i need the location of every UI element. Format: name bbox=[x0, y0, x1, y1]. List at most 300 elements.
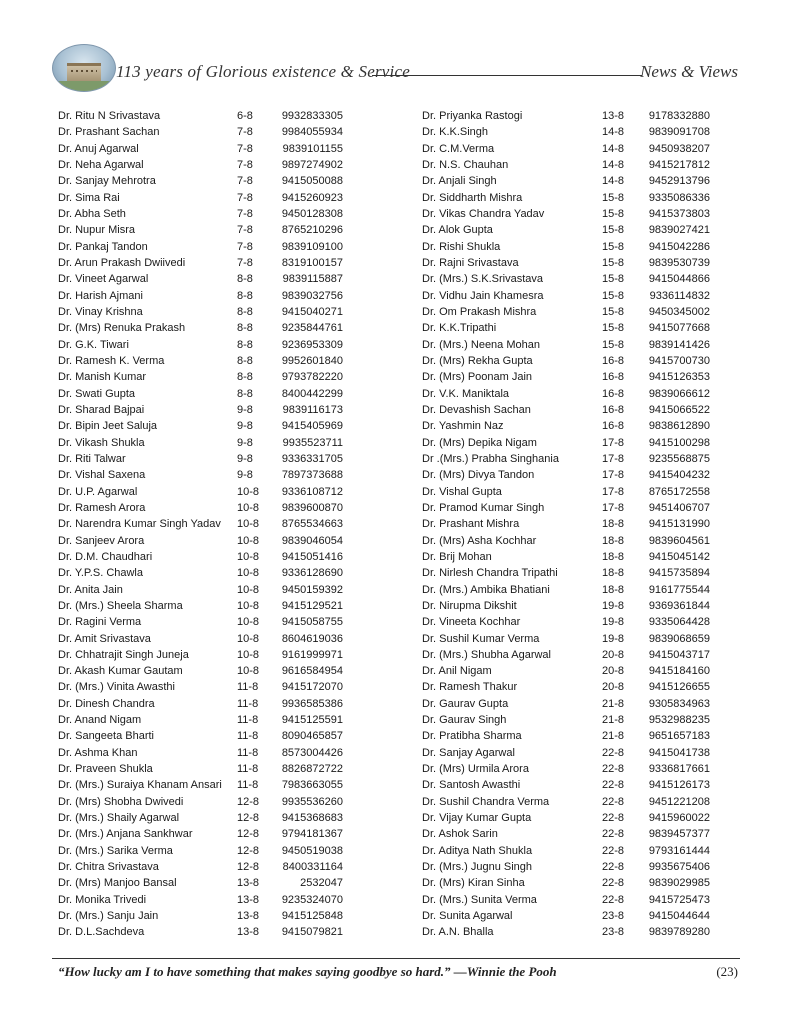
member-name: Dr. Santosh Awasthi bbox=[422, 779, 521, 792]
member-name: Dr. (Mrs.) Neena Mohan bbox=[422, 338, 540, 351]
member-name: Dr. Vinay Krishna bbox=[58, 305, 143, 318]
birth-date: 13-8 bbox=[237, 877, 260, 890]
phone-number: 9839141426 bbox=[648, 338, 710, 351]
section-title: News & Views bbox=[640, 62, 738, 81]
phone-number: 9415125591 bbox=[281, 714, 343, 727]
birth-date: 20-8 bbox=[602, 648, 625, 661]
phone-number: 9415044644 bbox=[648, 910, 710, 923]
phone-number: 9235324070 bbox=[281, 893, 343, 906]
phone-number: 8319100157 bbox=[281, 256, 343, 269]
birth-date: 22-8 bbox=[602, 746, 625, 759]
birth-date: 18-8 bbox=[602, 583, 625, 596]
birth-date: 15-8 bbox=[602, 338, 625, 351]
phone-number: 9415050088 bbox=[281, 175, 343, 188]
phone-number: 8400331164 bbox=[282, 861, 343, 874]
birth-date: 8-8 bbox=[237, 273, 253, 286]
member-name: Dr. (Mrs) Rekha Gupta bbox=[422, 354, 533, 367]
phone-number: 9415041738 bbox=[648, 746, 710, 759]
member-name: Dr. Chhatrajit Singh Juneja bbox=[58, 648, 189, 661]
birth-date: 7-8 bbox=[237, 126, 253, 139]
member-name: Dr. Manish Kumar bbox=[58, 371, 147, 384]
birth-date: 10-8 bbox=[237, 534, 260, 547]
member-name: Dr. (Mrs) Asha Kochhar bbox=[422, 534, 537, 547]
member-name: Dr. Vikas Chandra Yadav bbox=[422, 207, 545, 220]
phone-number: 9335064428 bbox=[648, 616, 710, 629]
phone-number: 9161775544 bbox=[648, 583, 710, 596]
birth-date: 22-8 bbox=[602, 877, 625, 890]
member-name: Dr. D.M. Chaudhari bbox=[58, 550, 153, 563]
member-name: Dr. Yashmin Naz bbox=[422, 420, 504, 433]
member-name: Dr. Anita Jain bbox=[58, 583, 123, 596]
phone-number: 8400442299 bbox=[281, 387, 343, 400]
member-name: Dr. K.K.Tripathi bbox=[422, 322, 497, 335]
member-name: Dr. Sanjeev Arora bbox=[58, 534, 145, 547]
phone-number: 9839046054 bbox=[281, 534, 343, 547]
phone-number: 9415126173 bbox=[648, 779, 710, 792]
member-name: Dr. (Mrs) Poonam Jain bbox=[422, 371, 533, 384]
phone-number: 9335086336 bbox=[648, 191, 710, 204]
phone-number: 9178332880 bbox=[648, 110, 710, 122]
member-name: Dr. Sanjay Mehrotra bbox=[58, 175, 156, 188]
phone-number: 9450345002 bbox=[648, 305, 710, 318]
birth-date: 8-8 bbox=[237, 338, 253, 351]
member-name: Dr. A.N. Bhalla bbox=[422, 926, 494, 939]
birth-date: 23-8 bbox=[602, 926, 625, 939]
member-name: Dr. Harish Ajmani bbox=[58, 289, 143, 302]
birth-date: 17-8 bbox=[602, 485, 625, 498]
member-name: Dr. (Mrs) Renuka Prakash bbox=[58, 322, 186, 335]
phone-number: 9336114832 bbox=[649, 289, 710, 302]
member-name: Dr. Pramod Kumar Singh bbox=[422, 501, 545, 514]
birth-date: 10-8 bbox=[237, 648, 260, 661]
member-name: Dr. (Mrs.) S.K.Srivastava bbox=[422, 273, 544, 286]
phone-number: 9839116173 bbox=[282, 403, 343, 416]
member-name: Dr. Sharad Bajpai bbox=[58, 403, 145, 416]
phone-number: 9415700730 bbox=[648, 354, 710, 367]
phone-number: 9794181367 bbox=[281, 828, 343, 841]
phone-number: 8604619036 bbox=[281, 632, 343, 645]
member-name: Dr. Aditya Nath Shukla bbox=[422, 844, 533, 857]
member-name: Dr. Arun Prakash Dwiivedi bbox=[58, 256, 186, 269]
phone-number: 9415040271 bbox=[281, 305, 343, 318]
member-name: Dr. Nirupma Dikshit bbox=[422, 599, 517, 612]
phone-number: 8826872722 bbox=[281, 763, 343, 776]
phone-number: 9415735894 bbox=[648, 567, 710, 580]
phone-number: 9839457377 bbox=[648, 828, 710, 841]
page-number: (23) bbox=[716, 964, 738, 979]
member-name: Dr. (Mrs) Manjoo Bansal bbox=[58, 877, 177, 890]
birth-date: 7-8 bbox=[237, 142, 253, 155]
birth-date: 8-8 bbox=[237, 289, 253, 302]
phone-number: 9839029985 bbox=[648, 877, 710, 890]
member-name: Dr. Praveen Shukla bbox=[58, 763, 153, 776]
member-name: Dr. Nirlesh Chandra Tripathi bbox=[422, 567, 558, 580]
phone-number: 9415043717 bbox=[648, 648, 710, 661]
member-name: Dr. Vineeta Kochhar bbox=[422, 616, 521, 629]
birth-date: 6-8 bbox=[237, 110, 253, 122]
birth-date: 11-8 bbox=[237, 730, 259, 743]
birth-date: 10-8 bbox=[237, 616, 260, 629]
member-name: Dr. Ragini Verma bbox=[58, 616, 142, 629]
phone-number: 9651657183 bbox=[648, 730, 710, 743]
birth-date: 16-8 bbox=[602, 387, 625, 400]
birth-date: 13-8 bbox=[237, 893, 260, 906]
building-emblem-icon bbox=[52, 44, 116, 92]
phone-number: 9616584954 bbox=[281, 665, 343, 678]
member-name: Dr. (Mrs.) Anjana Sankhwar bbox=[58, 828, 193, 841]
phone-number: 9935675406 bbox=[648, 861, 710, 874]
member-name: Dr. Vijay Kumar Gupta bbox=[422, 812, 532, 825]
member-name: Dr. Sushil Chandra Verma bbox=[422, 795, 550, 808]
birth-date: 12-8 bbox=[237, 844, 260, 857]
birth-date: 10-8 bbox=[237, 599, 260, 612]
member-name: Dr. Devashish Sachan bbox=[422, 403, 531, 416]
phone-number: 9415260923 bbox=[281, 191, 343, 204]
birth-date: 16-8 bbox=[602, 354, 625, 367]
member-name: Dr. (Mrs.) Shubha Agarwal bbox=[422, 648, 551, 661]
member-name: Dr. G.K. Tiwari bbox=[58, 338, 129, 351]
phone-number: 9415405969 bbox=[281, 420, 343, 433]
birth-date: 7-8 bbox=[237, 256, 253, 269]
member-name: Dr. Sangeeta Bharti bbox=[58, 730, 155, 743]
birth-date: 20-8 bbox=[602, 681, 625, 694]
member-name: Dr. Anjali Singh bbox=[422, 175, 497, 188]
birth-date: 22-8 bbox=[602, 812, 625, 825]
member-name: Dr. Ashok Sarin bbox=[422, 828, 498, 841]
phone-number: 9450938207 bbox=[648, 142, 710, 155]
birth-date: 11-8 bbox=[237, 763, 259, 776]
member-name: Dr. Chitra Srivastava bbox=[58, 861, 159, 874]
phone-number: 9415404232 bbox=[648, 469, 710, 482]
phone-number: 9415129521 bbox=[281, 599, 343, 612]
phone-number: 9415066522 bbox=[648, 403, 710, 416]
member-name: Dr. (Mrs.) Vinita Awasthi bbox=[58, 681, 175, 694]
birth-date: 11-8 bbox=[237, 746, 259, 759]
birth-date: 21-8 bbox=[602, 714, 625, 727]
phone-number: 9336128690 bbox=[281, 567, 343, 580]
member-name: Dr. Y.P.S. Chawla bbox=[58, 567, 143, 580]
member-name: Dr. Siddharth Mishra bbox=[422, 191, 523, 204]
birth-date: 13-8 bbox=[237, 910, 260, 923]
birth-date: 18-8 bbox=[602, 567, 625, 580]
birth-date: 22-8 bbox=[602, 795, 625, 808]
phone-number: 9336817661 bbox=[648, 763, 710, 776]
phone-number: 9839101155 bbox=[282, 142, 343, 155]
phone-number: 9935523711 bbox=[282, 436, 343, 449]
member-name: Dr. Ramesh Thakur bbox=[422, 681, 518, 694]
member-name: Dr. Priyanka Rastogi bbox=[422, 110, 523, 122]
phone-number: 9935536260 bbox=[281, 795, 343, 808]
birth-date: 21-8 bbox=[602, 730, 625, 743]
member-name: Dr. (Mrs.) Sheela Sharma bbox=[58, 599, 183, 612]
phone-number: 8765172558 bbox=[648, 485, 710, 498]
member-name: Dr. K.K.Singh bbox=[422, 126, 489, 139]
birth-date: 15-8 bbox=[602, 322, 625, 335]
phone-number: 9415125848 bbox=[281, 910, 343, 923]
member-name: Dr. Sima Rai bbox=[58, 191, 120, 204]
member-name: Dr. Monika Trivedi bbox=[58, 893, 147, 906]
member-name: Dr. Swati Gupta bbox=[58, 387, 136, 400]
birth-date: 7-8 bbox=[237, 158, 253, 171]
birth-date: 20-8 bbox=[602, 665, 625, 678]
member-name: Dr. Rishi Shukla bbox=[422, 240, 501, 253]
birth-date: 15-8 bbox=[602, 273, 625, 286]
member-name: Dr. (Mrs.) Shaily Agarwal bbox=[58, 812, 180, 825]
phone-number: 9415077668 bbox=[648, 322, 710, 335]
birth-date: 9-8 bbox=[237, 403, 253, 416]
phone-number: 9793782220 bbox=[281, 371, 343, 384]
member-name: Dr. Vineet Agarwal bbox=[58, 273, 149, 286]
phone-number: 9235568875 bbox=[648, 452, 710, 465]
birth-date: 8-8 bbox=[237, 354, 253, 367]
birth-date: 7-8 bbox=[237, 175, 253, 188]
member-name: Dr .(Mrs.) Prabha Singhania bbox=[422, 452, 559, 465]
member-name: Dr. N.S. Chauhan bbox=[422, 158, 509, 171]
birth-date: 15-8 bbox=[602, 240, 625, 253]
phone-number: 9415131990 bbox=[648, 518, 710, 531]
phone-number: 9415100298 bbox=[648, 436, 710, 449]
birth-date: 19-8 bbox=[602, 632, 625, 645]
member-name: Dr. (Mrs) Divya Tandon bbox=[422, 469, 535, 482]
birth-date: 7-8 bbox=[237, 240, 253, 253]
birth-date: 15-8 bbox=[602, 289, 625, 302]
birth-date: 10-8 bbox=[237, 567, 260, 580]
birth-date: 15-8 bbox=[602, 191, 625, 204]
birth-date: 7-8 bbox=[237, 224, 253, 237]
phone-number: 9415042286 bbox=[648, 240, 710, 253]
birth-date: 14-8 bbox=[602, 158, 625, 171]
phone-number: 8765210296 bbox=[281, 224, 343, 237]
footer-quote: “How lucky am I to have something that makes saying goodbye so hard.” —Winnie the Pooh bbox=[58, 964, 557, 979]
birth-date: 11-8 bbox=[237, 681, 259, 694]
phone-number: 9839789280 bbox=[648, 926, 710, 939]
member-name: Dr. Sunita Agarwal bbox=[422, 910, 513, 923]
birth-date: 14-8 bbox=[602, 142, 625, 155]
member-name: Dr. Brij Mohan bbox=[422, 550, 492, 563]
member-name: Dr. Anuj Agarwal bbox=[58, 142, 139, 155]
member-name: Dr. D.L.Sachdeva bbox=[58, 926, 145, 939]
member-name: Dr. Vikash Shukla bbox=[58, 436, 145, 449]
member-name: Dr. Ramesh Arora bbox=[58, 501, 146, 514]
birth-date: 10-8 bbox=[237, 518, 260, 531]
header-rule bbox=[372, 75, 642, 76]
member-name: Dr. (Mrs.) Sunita Verma bbox=[422, 893, 537, 906]
birth-date: 13-8 bbox=[602, 110, 625, 122]
birth-date: 13-8 bbox=[237, 926, 260, 939]
phone-number: 9415126353 bbox=[648, 371, 710, 384]
phone-number: 9839604561 bbox=[648, 534, 710, 547]
member-name: Dr. Prashant Mishra bbox=[422, 518, 520, 531]
member-name: Dr. Vishal Saxena bbox=[58, 469, 146, 482]
member-name: Dr. C.M.Verma bbox=[422, 142, 495, 155]
birth-date: 9-8 bbox=[237, 420, 253, 433]
birth-date: 15-8 bbox=[602, 305, 625, 318]
phone-number: 9305834963 bbox=[648, 697, 710, 710]
phone-number: 8765534663 bbox=[281, 518, 343, 531]
phone-number: 9839600870 bbox=[281, 501, 343, 514]
phone-number: 9839066612 bbox=[648, 387, 710, 400]
phone-number: 8090465857 bbox=[281, 730, 343, 743]
phone-number: 9415725473 bbox=[648, 893, 710, 906]
birth-date: 12-8 bbox=[237, 812, 260, 825]
phone-number: 9451221208 bbox=[648, 795, 710, 808]
member-name: Dr. Bipin Jeet Saluja bbox=[58, 420, 158, 433]
birth-date: 18-8 bbox=[602, 550, 625, 563]
phone-number: 9415044866 bbox=[648, 273, 710, 286]
member-name: Dr. (Mrs) Urmila Arora bbox=[422, 763, 529, 776]
birth-date: 18-8 bbox=[602, 534, 625, 547]
birth-date: 18-8 bbox=[602, 518, 625, 531]
birth-date: 9-8 bbox=[237, 469, 253, 482]
member-name: Dr. Sanjay Agarwal bbox=[422, 746, 515, 759]
phone-number: 7897373688 bbox=[281, 469, 343, 482]
phone-number: 9369361844 bbox=[648, 599, 710, 612]
phone-number: 9839091708 bbox=[648, 126, 710, 139]
phone-number: 8573004426 bbox=[281, 746, 343, 759]
phone-number: 9532988235 bbox=[648, 714, 710, 727]
member-name: Dr. Gaurav Singh bbox=[422, 714, 507, 727]
member-name: Dr. Pratibha Sharma bbox=[422, 730, 522, 743]
phone-number: 9839027421 bbox=[648, 224, 710, 237]
member-name: Dr. Nupur Misra bbox=[58, 224, 136, 237]
birth-date: 12-8 bbox=[237, 795, 260, 808]
phone-number: 9415217812 bbox=[648, 158, 710, 171]
footer-rule bbox=[52, 958, 740, 959]
member-name: Dr. V.K. Maniktala bbox=[422, 387, 510, 400]
phone-number: 9793161444 bbox=[648, 844, 710, 857]
phone-number: 9450128308 bbox=[281, 207, 343, 220]
birth-date: 9-8 bbox=[237, 436, 253, 449]
birth-date: 22-8 bbox=[602, 779, 625, 792]
member-name: Dr. Neha Agarwal bbox=[58, 158, 144, 171]
birth-date: 22-8 bbox=[602, 861, 625, 874]
phone-number: 9336331705 bbox=[281, 452, 343, 465]
phone-number: 9415045142 bbox=[648, 550, 710, 563]
phone-number: 9838612890 bbox=[648, 420, 710, 433]
member-name: Dr. (Mrs) Kiran Sinha bbox=[422, 877, 525, 890]
phone-number: 9452913796 bbox=[648, 175, 710, 188]
birth-date: 22-8 bbox=[602, 844, 625, 857]
birth-date: 19-8 bbox=[602, 616, 625, 629]
birth-date: 17-8 bbox=[602, 501, 625, 514]
birth-date: 17-8 bbox=[602, 469, 625, 482]
phone-number: 9839115887 bbox=[282, 273, 343, 286]
member-name: Dr. (Mrs.) Sanju Jain bbox=[58, 910, 159, 923]
phone-number: 9952601840 bbox=[281, 354, 343, 367]
phone-number: 9415058755 bbox=[281, 616, 343, 629]
member-name: Dr. Prashant Sachan bbox=[58, 126, 160, 139]
birth-date: 21-8 bbox=[602, 697, 625, 710]
birth-date: 9-8 bbox=[237, 452, 253, 465]
birth-date: 11-8 bbox=[237, 697, 259, 710]
phone-number: 9415051416 bbox=[281, 550, 343, 563]
member-name: Dr. Rajni Srivastava bbox=[422, 256, 519, 269]
member-name: Dr. Amit Srivastava bbox=[58, 632, 151, 645]
member-name: Dr. Alok Gupta bbox=[422, 224, 493, 237]
phone-number: 9984055934 bbox=[281, 126, 343, 139]
phone-number: 9235844761 bbox=[281, 322, 343, 335]
birth-date: 10-8 bbox=[237, 485, 260, 498]
phone-number: 9839068659 bbox=[648, 632, 710, 645]
phone-number: 9451406707 bbox=[648, 501, 710, 514]
page-header bbox=[0, 0, 796, 100]
member-name: Dr. (Mrs.) Jugnu Singh bbox=[422, 861, 533, 874]
phone-number: 9415184160 bbox=[648, 665, 710, 678]
birth-date: 8-8 bbox=[237, 387, 253, 400]
birth-date: 16-8 bbox=[602, 371, 625, 384]
birth-date: 17-8 bbox=[602, 452, 625, 465]
member-name: Dr. (Mrs) Depika Nigam bbox=[422, 436, 537, 449]
member-name: Dr. Anil Nigam bbox=[422, 665, 492, 678]
birth-date: 10-8 bbox=[237, 665, 260, 678]
member-name: Dr. Riti Talwar bbox=[58, 452, 126, 465]
birth-date: 15-8 bbox=[602, 207, 625, 220]
phone-number: 9839109100 bbox=[281, 240, 343, 253]
phone-number: 7983663055 bbox=[281, 779, 343, 792]
birth-date: 8-8 bbox=[237, 305, 253, 318]
birth-date: 10-8 bbox=[237, 501, 260, 514]
member-name: Dr. Akash Kumar Gautam bbox=[58, 665, 183, 678]
member-name: Dr. (Mrs.) Suraiya Khanam Ansari bbox=[58, 779, 222, 792]
member-name: Dr. (Mrs.) Sarika Verma bbox=[58, 844, 173, 857]
birth-date: 11-8 bbox=[237, 714, 259, 727]
phone-number: 9839530739 bbox=[648, 256, 710, 269]
phone-number: 9936585386 bbox=[281, 697, 343, 710]
birth-date: 7-8 bbox=[237, 207, 253, 220]
member-name: Dr. (Mrs.) Ambika Bhatiani bbox=[422, 583, 550, 596]
phone-number: 9415960022 bbox=[648, 812, 710, 825]
birth-date: 10-8 bbox=[237, 632, 260, 645]
phone-number: 9415079821 bbox=[281, 926, 343, 939]
birth-date: 23-8 bbox=[602, 910, 625, 923]
phone-number: 9236953309 bbox=[281, 338, 343, 351]
birth-date: 8-8 bbox=[237, 322, 253, 335]
phone-number: 9161999971 bbox=[281, 648, 343, 661]
birth-date: 10-8 bbox=[237, 583, 260, 596]
birth-date: 7-8 bbox=[237, 191, 253, 204]
phone-number: 9336108712 bbox=[281, 485, 343, 498]
birth-date: 8-8 bbox=[237, 371, 253, 384]
member-name: Dr. (Mrs) Shobha Dwivedi bbox=[58, 795, 184, 808]
phone-number: 9897274902 bbox=[281, 158, 343, 171]
phone-number: 9839032756 bbox=[281, 289, 343, 302]
birth-date: 22-8 bbox=[602, 763, 625, 776]
phone-number: 9415368683 bbox=[281, 812, 343, 825]
phone-number: 9415126655 bbox=[648, 681, 710, 694]
birth-date: 16-8 bbox=[602, 403, 625, 416]
member-name: Dr. Vidhu Jain Khamesra bbox=[422, 289, 544, 302]
member-name: Dr. Ashma Khan bbox=[58, 746, 138, 759]
birth-date: 12-8 bbox=[237, 828, 260, 841]
birth-date: 15-8 bbox=[602, 256, 625, 269]
phone-number: 9415172070 bbox=[281, 681, 343, 694]
phone-number: 9415373803 bbox=[648, 207, 710, 220]
member-name: Dr. Abha Seth bbox=[58, 207, 126, 220]
birth-date: 17-8 bbox=[602, 436, 625, 449]
phone-number: 9450519038 bbox=[281, 844, 343, 857]
member-name: Dr. Narendra Kumar Singh Yadav bbox=[58, 518, 221, 531]
birth-date: 14-8 bbox=[602, 126, 625, 139]
birth-date: 14-8 bbox=[602, 175, 625, 188]
birth-date: 22-8 bbox=[602, 828, 625, 841]
birth-date: 19-8 bbox=[602, 599, 625, 612]
member-name: Dr. Ritu N Srivastava bbox=[58, 110, 161, 122]
member-name: Dr. Ramesh K. Verma bbox=[58, 354, 165, 367]
birth-date: 22-8 bbox=[602, 893, 625, 906]
birth-date: 15-8 bbox=[602, 224, 625, 237]
header-title: 113 years of Glorious existence & Service bbox=[116, 62, 410, 81]
member-name: Dr. Sushil Kumar Verma bbox=[422, 632, 540, 645]
